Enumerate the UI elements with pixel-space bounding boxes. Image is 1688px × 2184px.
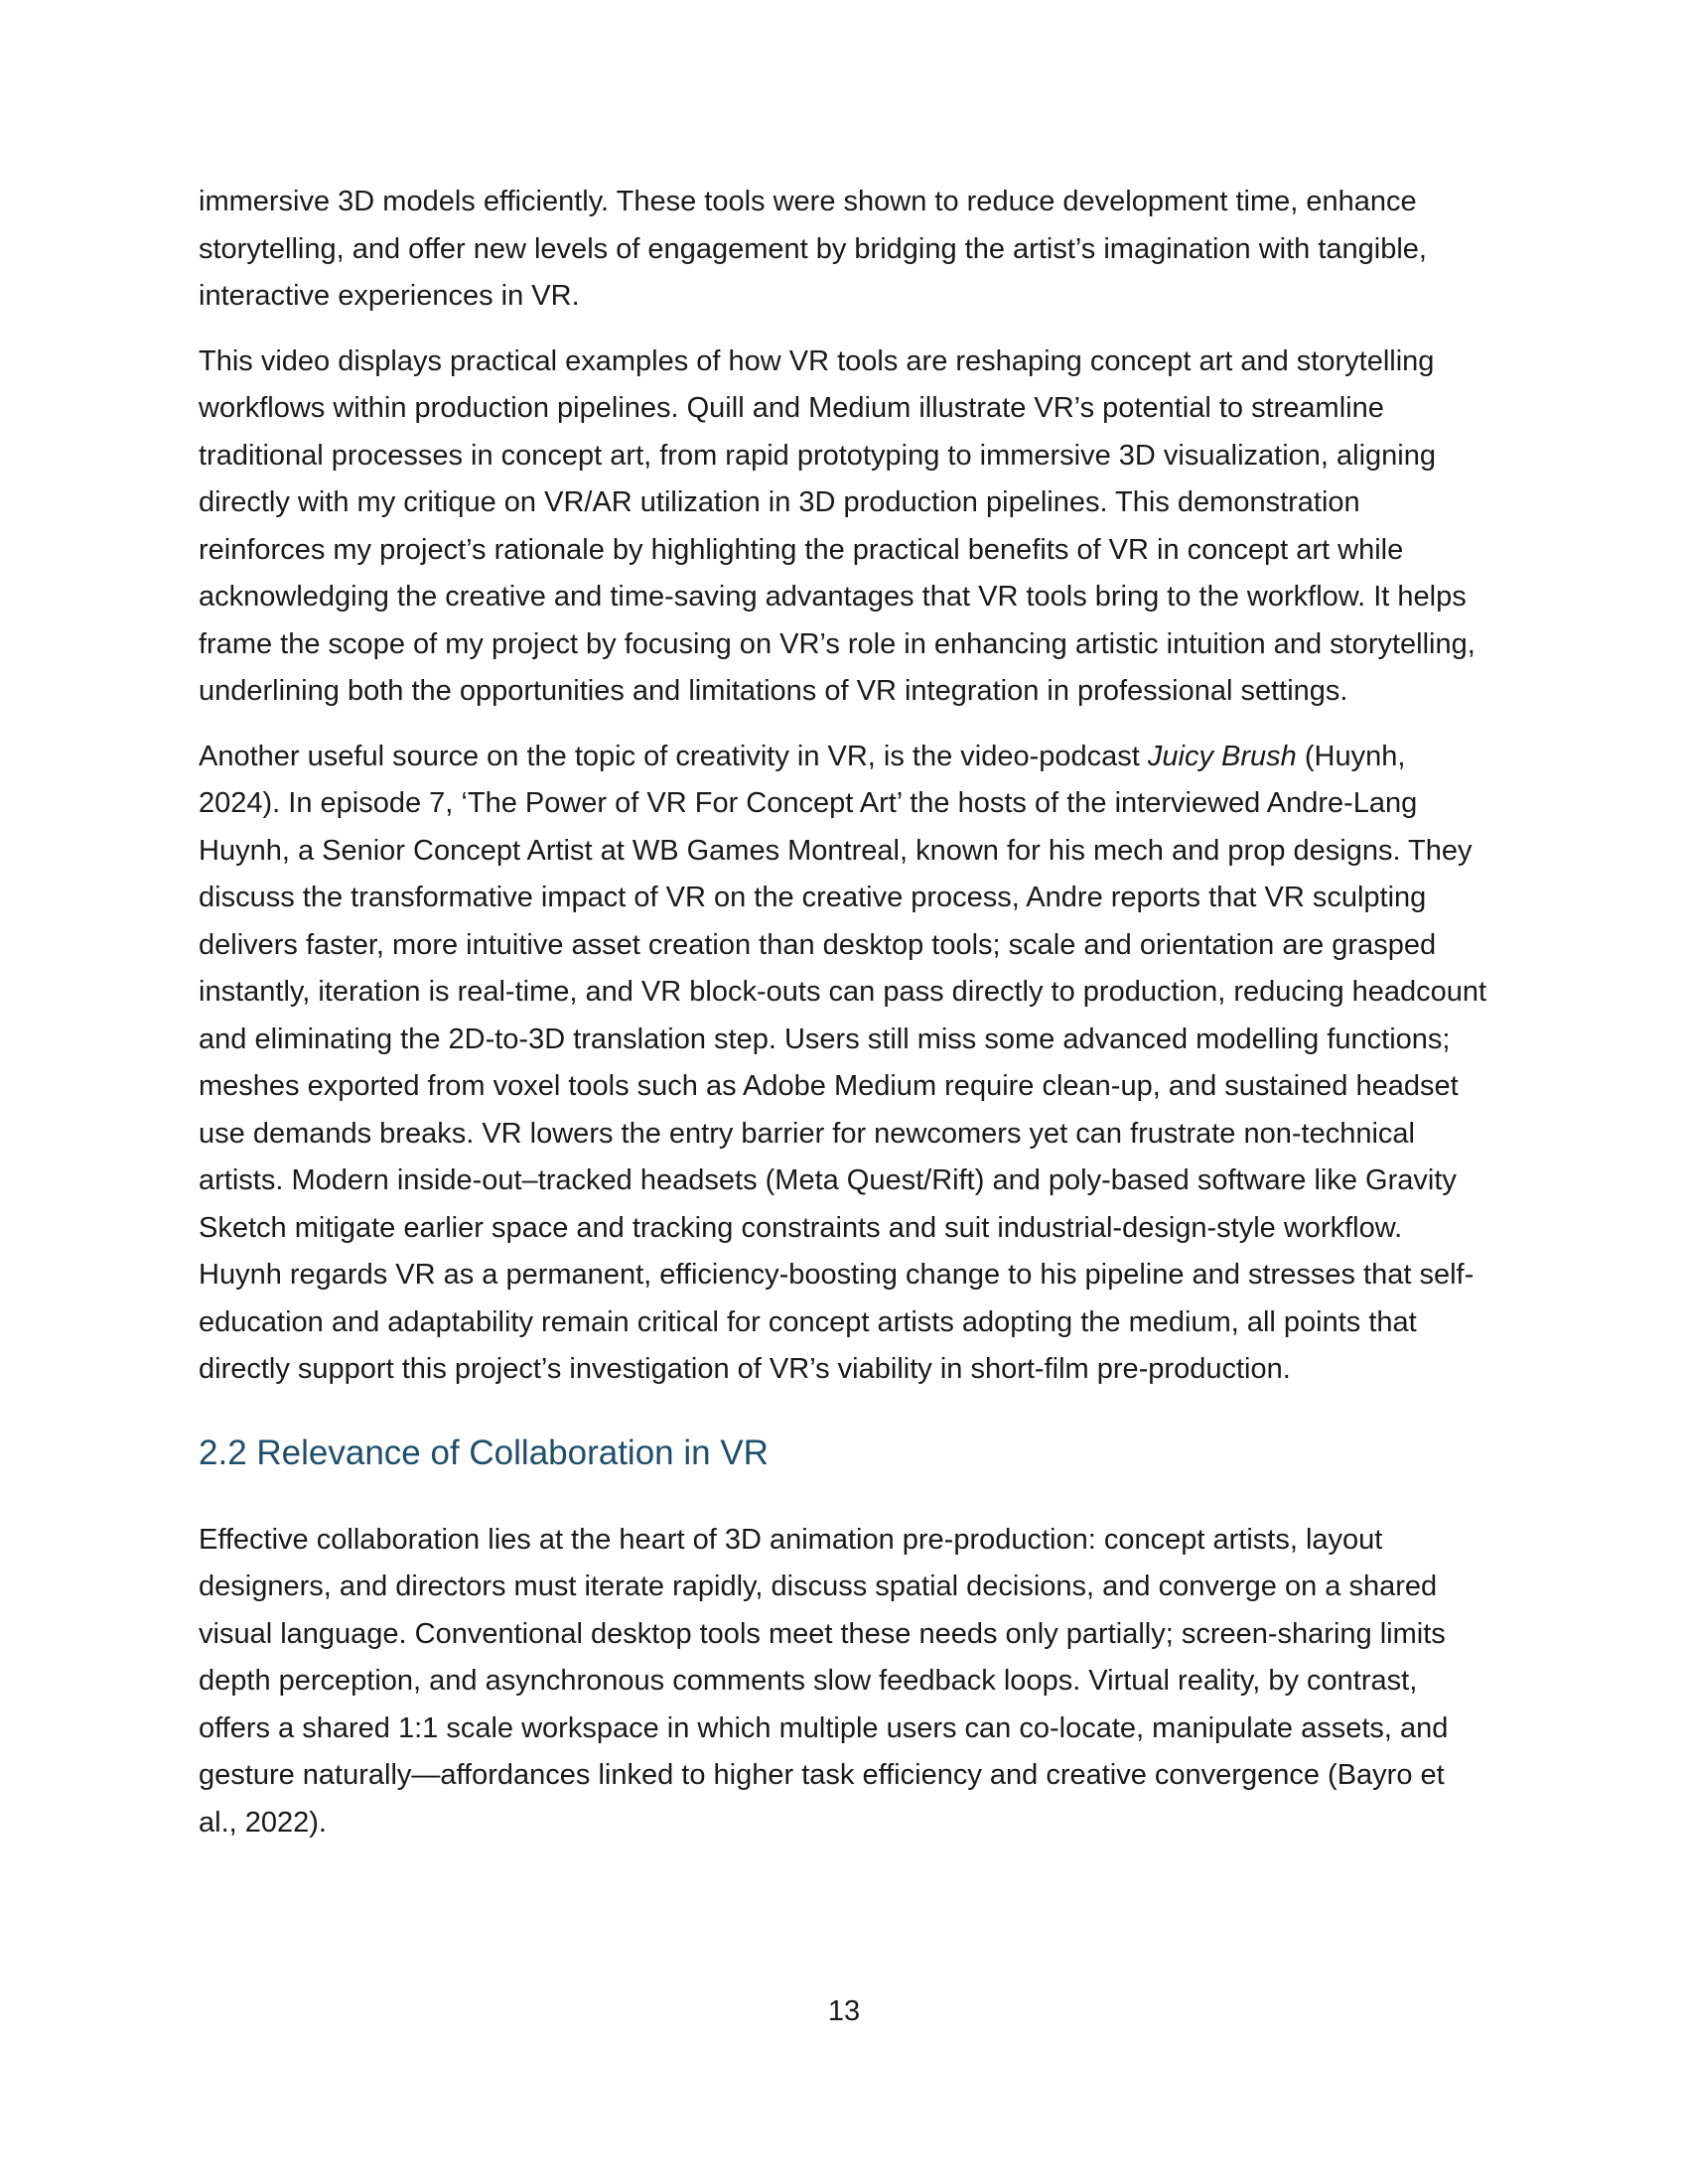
- paragraph-text: (Huynh, 2024). In episode 7, ‘The Power of VR For Concept Art’ the hosts of the interviewed Andre-Lang Huynh, a Senior Concept Artist at WB Games Montreal, known for his mech and prop designs. They discuss the transformative impact of VR on the creative process, Andre reports that VR sculpting delivers faster, more intuitive asset creation than desktop tools; scale and orientation are grasped instantly, iteration is real-time, and VR block-outs can pass directly to production, reducing headcount and eliminating the 2D-to-3D translation step. Users still miss some advanced modelling functions; meshes exported from voxel tools such as Adobe Medium require clean-up, and sustained headset use demands breaks. VR lowers the entry barrier for newcomers yet can frustrate non-technical artists. Modern inside-out–tracked headsets (Meta Quest/Rift) and poly-based software like Gravity Sketch mitigate earlier space and tracking constraints and suit industrial-design-style workflow. Huynh regards VR as a permanent, efficiency-boosting change to his pipeline and stresses that self-education and adaptability remain critical for concept artists adopting the medium, all points that directly support this project’s investigation of VR’s viability in short-film pre-production.: [199, 740, 1487, 1385]
- section-heading: 2.2 Relevance of Collaboration in VR: [199, 1433, 769, 1472]
- page-body: [199, 179, 1489, 1864]
- paragraph-video-examples: This video displays practical examples of how VR tools are reshaping concept art and storytelling workflows within production pipelines. Quill and Medium illustrate VR’s potential to streamline traditional processes in concept art, from rapid prototyping to immersive 3D visualization, aligning directly with my critique on VR/AR utilization in 3D production pipelines. This demonstration reinforces my project’s rationale by highlighting the practical benefits of VR in concept art while acknowledging the creative and time-saving advantages that VR tools bring to the workflow. It helps frame the scope of my project by focusing on VR’s role in enhancing artistic intuition and storytelling, underlining both the opportunities and limitations of VR integration in professional settings.: [199, 344, 1476, 707]
- paragraph-continued: immersive 3D models efficiently. These tools were shown to reduce development time, enhance storytelling, and offer new levels of engagement by bridging the artist’s imagination with tangible, interactive experiences in VR.: [199, 186, 1427, 312]
- paragraph-text: Another useful source on the topic of creativity in VR, is the video-podcast: [199, 740, 1148, 772]
- page-number: 13: [827, 1995, 861, 2027]
- podcast-title: Juicy Brush: [1147, 740, 1297, 772]
- paragraph-juicy-brush: [199, 734, 1489, 1394]
- paragraph-collaboration: Effective collaboration lies at the heart of 3D animation pre-production: concept artists, layout designers, and directors must iterate rapidly, discuss spatial decisions, and converge on a shared visual language. Conventional desktop tools meet these needs only partially; screen-sharing limits depth perception, and asynchronous comments slow feedback loops. Virtual reality, by contrast, offers a shared 1:1 scale workspace in which multiple users can co-locate, manipulate assets, and gesture naturally—affordances linked to higher task efficiency and creative convergence (Bayro et al., 2022).: [199, 1523, 1449, 1839]
